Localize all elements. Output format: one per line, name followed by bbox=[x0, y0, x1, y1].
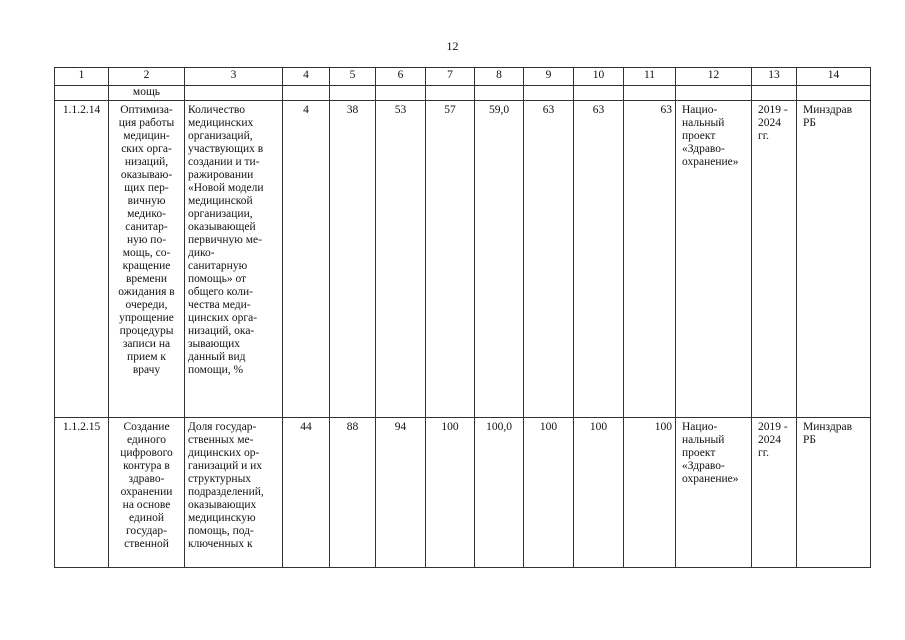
value-col-7: 57 bbox=[426, 101, 475, 418]
column-header: 11 bbox=[624, 68, 676, 86]
column-header: 2 bbox=[109, 68, 185, 86]
value-col-8: 100,0 bbox=[475, 418, 524, 568]
value-col-9: 63 bbox=[524, 101, 574, 418]
column-header: 5 bbox=[330, 68, 376, 86]
value-col-5: 38 bbox=[330, 101, 376, 418]
value-col-8: 59,0 bbox=[475, 101, 524, 418]
table-header-row bbox=[55, 68, 871, 86]
column-header: 13 bbox=[752, 68, 797, 86]
period-text: 2019 - 2024 гг. bbox=[752, 101, 797, 418]
executor-text: Минздрав РБ bbox=[797, 418, 871, 568]
value-col-9: 100 bbox=[524, 418, 574, 568]
executor-text: Минздрав РБ bbox=[797, 101, 871, 418]
value-col-4: 4 bbox=[283, 101, 330, 418]
value-col-6: 94 bbox=[376, 418, 426, 568]
column-header: 7 bbox=[426, 68, 475, 86]
value-col-11: 63 bbox=[624, 101, 676, 418]
value-col-4: 44 bbox=[283, 418, 330, 568]
column-header: 1 bbox=[55, 68, 109, 86]
value-col-5: 88 bbox=[330, 418, 376, 568]
value-col-6: 53 bbox=[376, 101, 426, 418]
column-header: 4 bbox=[283, 68, 330, 86]
column-header: 14 bbox=[797, 68, 871, 86]
indicators-table bbox=[54, 67, 871, 568]
column-header: 6 bbox=[376, 68, 426, 86]
source-text: Нацио- нальный проект «Здраво- охранение» bbox=[676, 101, 752, 418]
source-text: Нацио- нальный проект «Здраво- охранение» bbox=[676, 418, 752, 568]
page-number: 12 bbox=[446, 39, 459, 53]
value-col-10: 63 bbox=[574, 101, 624, 418]
table-row bbox=[55, 101, 871, 418]
indicator-text: Количество медицинских организаций, участвующих в создании и ти- ражировании «Новой модели медицинской организации, оказывающей первичную ме- дико- санитарную помощь» от общего коли- чества меди- цинских орга- низаций, ока- зывающих данный вид помощи, % bbox=[185, 101, 283, 418]
column-header: 8 bbox=[475, 68, 524, 86]
measure-name: Создание единого цифрового контура в здраво- охранении на основе единой государ- ственной bbox=[109, 418, 185, 568]
column-header: 9 bbox=[524, 68, 574, 86]
measure-name: Оптимиза- ция работы медицин- ских орга- низаций, оказываю- щих пер- вичную медико- санитар- ную по- мощь, со- кращение времени ожидания в очереди, упрощение процедуры записи на прием к врачу bbox=[109, 101, 185, 418]
column-header: 3 bbox=[185, 68, 283, 86]
table-row bbox=[55, 418, 871, 568]
value-col-7: 100 bbox=[426, 418, 475, 568]
value-col-10: 100 bbox=[574, 418, 624, 568]
column-header: 12 bbox=[676, 68, 752, 86]
continued-text: мощь bbox=[109, 86, 185, 101]
value-col-11: 100 bbox=[624, 418, 676, 568]
continuation-row bbox=[55, 86, 871, 101]
row-id: 1.1.2.14 bbox=[55, 101, 109, 418]
indicator-text: Доля государ- ственных ме- дицинских ор- ганизаций и их структурных подразделений, оказывающих медицинскую помощь, под- ключенных к bbox=[185, 418, 283, 568]
row-id: 1.1.2.15 bbox=[55, 418, 109, 568]
period-text: 2019 - 2024 гг. bbox=[752, 418, 797, 568]
column-header: 10 bbox=[574, 68, 624, 86]
